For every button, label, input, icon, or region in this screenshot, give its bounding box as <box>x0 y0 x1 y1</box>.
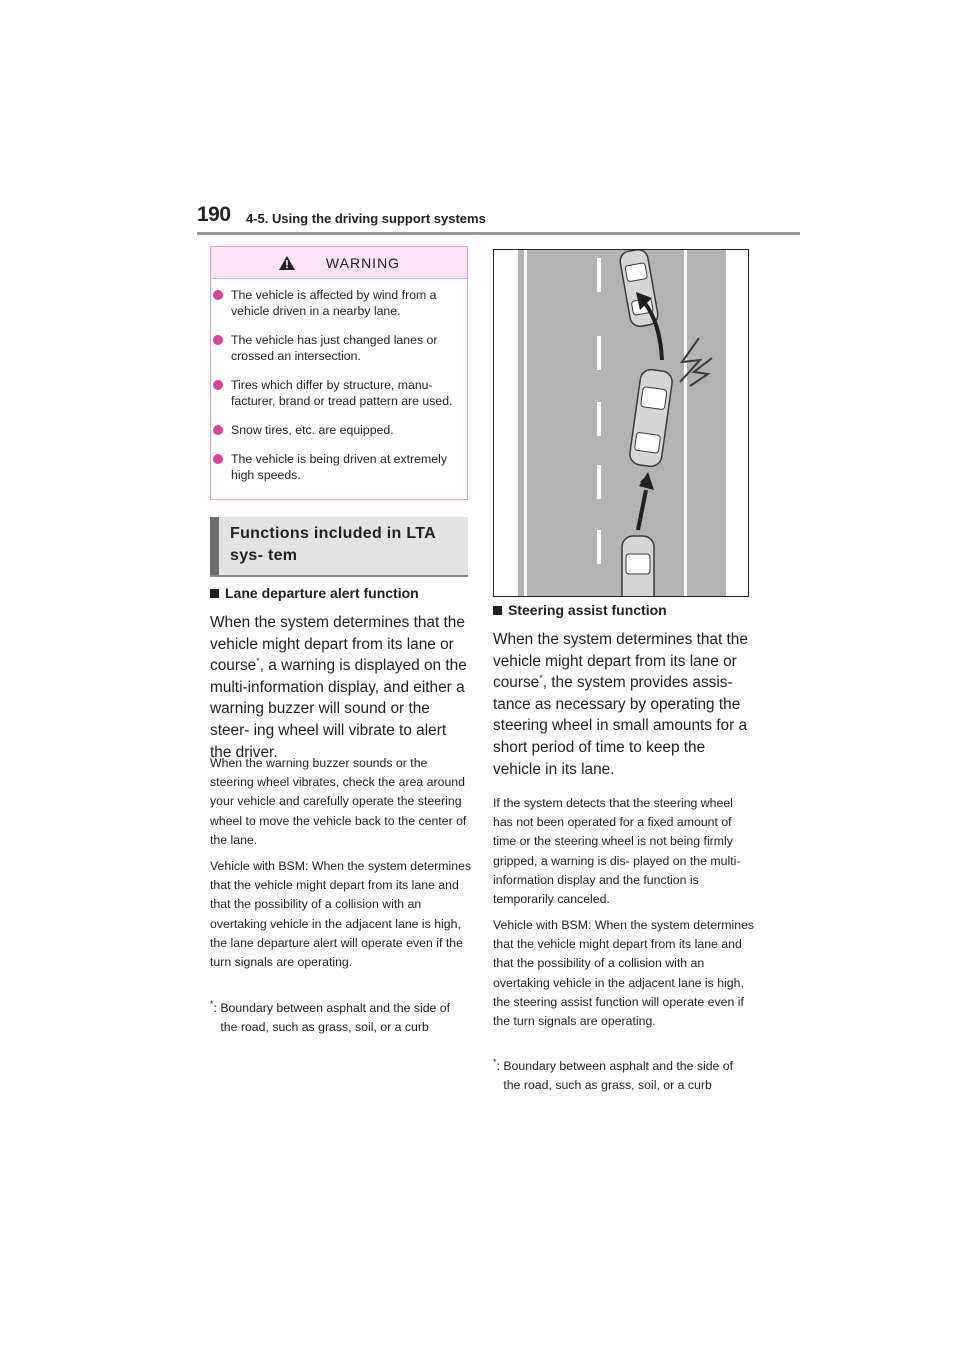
bullet-icon <box>213 425 223 435</box>
section-title: 4-5. Using the driving support systems <box>246 211 486 226</box>
steering-assist-heading: Steering assist function <box>493 602 667 618</box>
steering-assist-description: When the system determines that the vehicle might depart from its lane or course*, the system provides assis- tance as necessary by operating the steering wheel in small amounts for a short period of time to keep the vehicle in its lane. <box>493 631 748 778</box>
lane-departure-note: When the warning buzzer sounds or the steering wheel vibrates, check the area around your vehicle and carefully operate the steering wheel to move the vehicle back to the center of the lane. <box>210 756 467 847</box>
steering-assist-illustration <box>493 249 749 597</box>
bullet-icon <box>213 380 223 390</box>
car-bottom-icon <box>622 536 654 596</box>
square-bullet-icon <box>493 606 502 615</box>
warning-item: The vehicle has just changed lanes or crossed an intersection. <box>213 332 467 364</box>
steering-assist-note: If the system detects that the steering wheel has not been operated for a fixed amount of time or the steering wheel is not being firmly gripped, a warning is dis- played on the multi-information display and the function is temporarily canceled. <box>493 796 741 907</box>
lane-departure-description: When the system determines that the vehicle might depart from its lane or course*, a warning is displayed on the multi-information display, and either a warning buzzer will sound or the steer- ing wheel will vibrate to alert the driver. <box>210 614 467 761</box>
warning-item: Tires which differ by structure, manu- facturer, brand or tread pattern are used. <box>213 377 467 409</box>
square-bullet-icon <box>210 589 219 598</box>
heading-accent-bar <box>210 517 219 575</box>
page-header <box>197 203 800 235</box>
steering-assist-footnote: *: Boundary between asphalt and the side of the road, such as grass, soil, or a curb <box>493 1056 734 1093</box>
warning-list <box>211 287 467 483</box>
warning-box <box>210 246 468 500</box>
functions-heading-text: Functions included in LTA sys- tem <box>230 525 436 564</box>
bullet-icon <box>213 454 223 464</box>
functions-heading <box>210 517 468 577</box>
lane-departure-bsm-note: Vehicle with BSM: When the system determines that the vehicle might depart from its lane and that the possibility of a collision with an overtaking vehicle in the adjacent lane is high, the lane departure alert will operate even if the turn signals are operating. <box>210 859 472 970</box>
lane-departure-heading: Lane departure alert function <box>210 585 419 601</box>
warning-triangle-icon <box>278 255 296 271</box>
warning-header <box>211 247 467 279</box>
header-rule <box>197 232 800 235</box>
steering-assist-bsm-note: Vehicle with BSM: When the system determines that the vehicle might depart from its lane and that the possibility of a collision with an overtaking vehicle in the adjacent lane is high, the steering assist function will operate even if the turn signals are operating. <box>493 918 755 1029</box>
bullet-icon <box>213 290 223 300</box>
warning-item: The vehicle is being driven at extremely high speeds. <box>213 451 467 483</box>
lane-departure-footnote: *: Boundary between asphalt and the side of the road, such as grass, soil, or a curb <box>210 998 451 1035</box>
road-diagram <box>494 250 748 596</box>
warning-title: WARNING <box>325 254 401 271</box>
warning-item: The vehicle is affected by wind from a vehicle driven in a nearby lane. <box>213 287 467 319</box>
bullet-icon <box>213 335 223 345</box>
page-number: 190 <box>197 203 231 226</box>
warning-item: Snow tires, etc. are equipped. <box>213 422 467 438</box>
